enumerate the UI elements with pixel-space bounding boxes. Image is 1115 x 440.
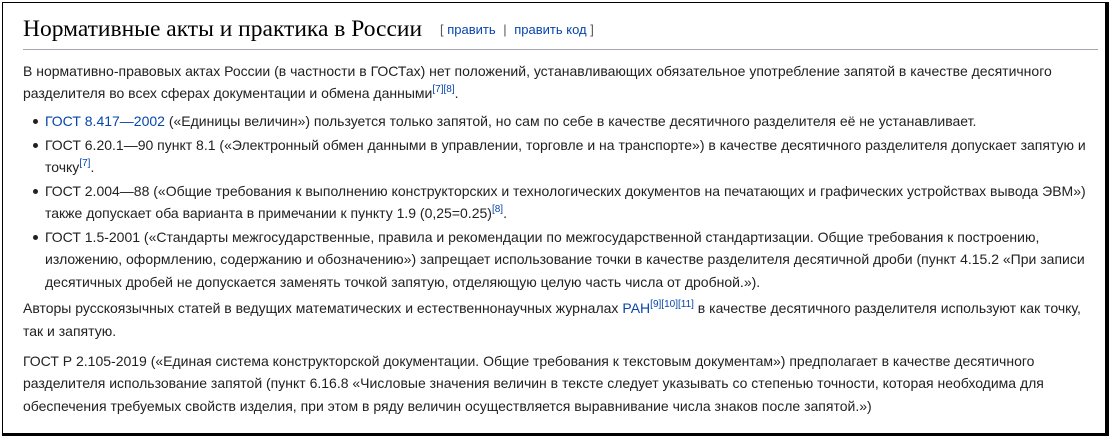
article-section (23, 15, 1098, 417)
list-item: ГОСТ 6.20.1—90 пункт 8.1 («Электронный обмен данными в управлении, торговле и на транспорте») в качестве десятичного разделителя допускает запятую и точку[7]. (45, 134, 1098, 179)
reference-7[interactable]: [7] (432, 84, 444, 96)
reference-10[interactable]: [10] (661, 299, 678, 311)
list-item: ГОСТ 2.004—88 («Общие требования к выполнению конструкторских и технологических документов на печатающих и графических устройствах вывода ЭВМ») также допускает оба варианта в примечании к пункту 1.9 (0,25=0.25)[8]. (45, 180, 1098, 225)
ran-link[interactable]: РАН (622, 300, 651, 317)
standards-list (23, 110, 1098, 293)
section-heading (23, 15, 1098, 50)
edit-section-links: [ править | править код ] (439, 22, 594, 37)
gost-8417-link[interactable]: ГОСТ 8.417—2002 (45, 112, 165, 129)
edit-link[interactable]: править (447, 22, 496, 37)
list-item: ГОСТ 1.5-2001 («Стандарты межгосударственные, правила и рекомендации по межгосударственной стандартизации. Общие требования к построению, изложению, оформлению, содержанию и обозначению») запрещает использование точки в качестве разделителя десятичной дроби (пункт 4.15.2 «При записи десятичных дробей не допускается заменять точкой запятую, отделяющую целую часть числа от дробной.»). (45, 226, 1098, 293)
authors-paragraph: Авторы русскоязычных статей в ведущих математических и естественнонаучных журналах РАН[9][10][11] в качестве десятичного разделителя используют как точку, так и запятую. (23, 299, 1081, 339)
reference-7[interactable]: [7] (79, 158, 91, 170)
intro-paragraph: В нормативно-правовых актах России (в частности в ГОСТах) нет положений, устанавливающих обязательное употребление запятой в качестве десятичного разделителя во всех сферах документации и обмена данными[7][8]. (23, 63, 1052, 102)
list-item: ГОСТ 8.417—2002 («Единицы величин») пользуется только запятой, но сам по себе в качестве десятичного разделителя её не устанавливает. (45, 110, 1098, 132)
screenshot-frame (2, 2, 1109, 436)
reference-9[interactable]: [9] (650, 299, 662, 311)
reference-8[interactable]: [8] (443, 84, 455, 96)
gost-r-paragraph: ГОСТ Р 2.105-2019 («Единая система конструкторской документации. Общие требования к текстовым документам») предполагает в качестве десятичного разделителя использование запятой (пункт 6.16.8 «Числовые значения величин в тексте следует указывать со степенью точности, которая необходима для обеспечения требуемых свойств изделия, при этом в ряду величин осуществляется выравнивание числа знаков после запятой.») (23, 353, 1044, 414)
reference-8[interactable]: [8] (491, 204, 504, 216)
edit-code-link[interactable]: править код (514, 22, 587, 37)
section-title: Нормативные акты и практика в России (23, 16, 423, 42)
reference-11[interactable]: [11] (677, 299, 694, 311)
